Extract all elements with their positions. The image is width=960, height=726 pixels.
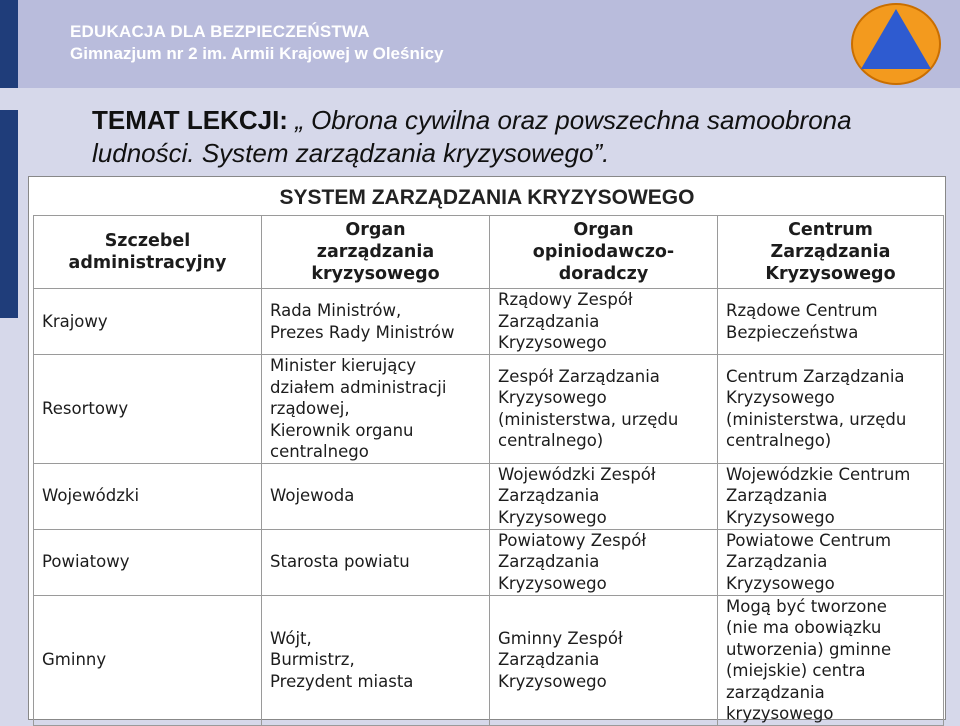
table-cell: Starosta powiatu xyxy=(262,529,490,595)
table-cell: Zespół Zarządzania Kryzysowego (ministerstwa, urzędu centralnego) xyxy=(490,355,718,464)
table-title: SYSTEM ZARZĄDZANIA KRYZYSOWEGO xyxy=(279,186,695,209)
table-row xyxy=(34,529,944,595)
table-header-row xyxy=(34,216,944,289)
table-cell: Resortowy xyxy=(34,355,262,464)
left-accent-bar xyxy=(0,228,18,318)
column-header: Centrum Zarządzania Kryzysowego xyxy=(718,216,944,289)
table-cell: Krajowy xyxy=(34,289,262,355)
table-row xyxy=(34,463,944,529)
table-cell: Wojewódzki Zespół Zarządzania Kryzysowego xyxy=(490,463,718,529)
table-cell: Wojewódzki xyxy=(34,463,262,529)
table-cell: Centrum Zarządzania Kryzysowego (ministerstwa, urzędu centralnego) xyxy=(718,355,944,464)
civil-defence-logo-icon xyxy=(850,2,942,86)
column-header: Szczebel administracyjny xyxy=(34,216,262,289)
table-cell: Powiatowy xyxy=(34,529,262,595)
column-header: Organ opiniodawczo- doradczy xyxy=(490,216,718,289)
table-cell: Rządowe Centrum Bezpieczeństwa xyxy=(718,289,944,355)
table-cell: Mogą być tworzone (nie ma obowiązku utworzenia) gminne (miejskie) centra zarządzania kryzysowego xyxy=(718,595,944,725)
table-row xyxy=(34,289,944,355)
lesson-title xyxy=(92,104,952,170)
table-row xyxy=(34,355,944,464)
table-cell: Gminny Zespół Zarządzania Kryzysowego xyxy=(490,595,718,725)
column-header: Organ zarządzania kryzysowego xyxy=(262,216,490,289)
table-cell: Rządowy Zespół Zarządzania Kryzysowego xyxy=(490,289,718,355)
crisis-management-table xyxy=(33,215,944,726)
lesson-text: „ Obrona cywilna oraz powszechna samoobrona ludności. System zarządzania kryzysowego”. xyxy=(92,105,852,168)
table-cell: Minister kierujący działem administracji rządowej, Kierownik organu centralnego xyxy=(262,355,490,464)
header-title: EDUKACJA DLA BEZPIECZEŃSTWA xyxy=(70,22,370,41)
table-cell: Wojewódzkie Centrum Zarządzania Kryzysowego xyxy=(718,463,944,529)
table-cell: Powiatowy Zespół Zarządzania Kryzysowego xyxy=(490,529,718,595)
left-accent-bar xyxy=(0,0,18,88)
table-row xyxy=(34,595,944,725)
header-subtitle: Gimnazjum nr 2 im. Armii Krajowej w Oleśnicy xyxy=(70,44,444,63)
table-cell: Wojewoda xyxy=(262,463,490,529)
lesson-label: TEMAT LEKCJI: xyxy=(92,105,288,135)
table-cell: Gminny xyxy=(34,595,262,725)
table-cell: Wójt, Burmistrz, Prezydent miasta xyxy=(262,595,490,725)
table-cell: Powiatowe Centrum Zarządzania Kryzysowego xyxy=(718,529,944,595)
crisis-management-table-panel xyxy=(28,176,946,723)
table-cell: Rada Ministrów, Prezes Rady Ministrów xyxy=(262,289,490,355)
